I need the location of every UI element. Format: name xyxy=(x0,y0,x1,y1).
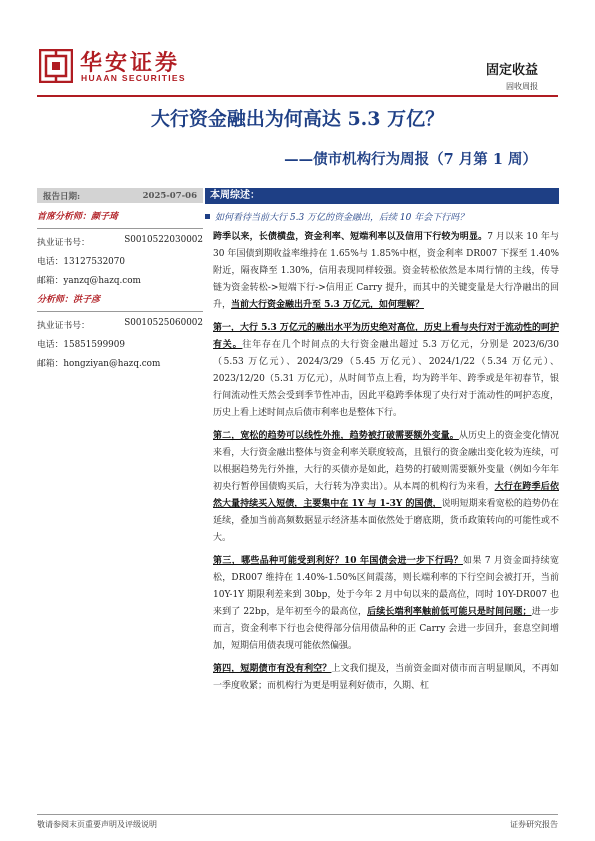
paragraph-3-text: 从历史上的资金变化情况来看，大行资金融出整体与资金利率关联度较高，且银行的资金融出变化较为连续，可以根据趋势先行外推，大行的买债亦是如此，趋势的打破则需要额外变量（例如今年年初央行暂停国债购买后，大行转为净卖出）。从本周的机构行为来看， xyxy=(213,431,559,492)
report-body xyxy=(205,188,559,695)
paragraph-3 xyxy=(213,428,559,547)
key-question xyxy=(205,210,559,223)
key-question-text: 如何看待当前大行 5.3 万亿的资金融出，后续 10 年会下行吗？ xyxy=(215,213,469,223)
analyst1-email: 邮箱：yanzq@hazq.com xyxy=(37,276,141,286)
paragraph-5-text: 上文我们提及，当前资金面对债市而言明显顺风，不再如一季度收紧；而机构行为更是明显利好债市，久期、杠 xyxy=(213,664,559,691)
paragraph-2-lead: 第一，大行 5.3 万亿元的融出水平为历史绝对高位，历史上看与央行对于流动性的呵护有关。 xyxy=(213,323,559,350)
analyst2-divider xyxy=(37,305,203,312)
paragraph-1-text: 7 月以来 10 年与 30 年国债到期收益率维持在 1.65%与 1.85%中枢，资金利率 DR007 下探至 1.40%附近，隔夜降至 1.30%，信用表现同样较强。资金转松依然是本周行情的主线，传导链为资金转松->短端下行->信用正 Carry 提升，而其中的关键变量是大行净融出的回升， xyxy=(213,232,559,310)
paragraph-5-lead: 第四，短期债市有没有利空？ xyxy=(213,664,332,674)
footer-disclaimer: 敬请参阅末页重要声明及评级说明 xyxy=(37,820,157,829)
paragraph-4-lead: 第三，哪些品种可能受到利好？10 年国债会进一步下行吗？ xyxy=(213,556,463,566)
paragraph-3-tail: 说明短期来看宽松的趋势仍在延续，叠加当前高频数据显示经济基本面依然处于磨底期，货币政策转向的可能性或不大。 xyxy=(213,499,559,543)
logo-text-cn: 华安证券 xyxy=(80,50,181,76)
analyst1-cert-label: 执业证书号： xyxy=(37,238,90,248)
huaan-logo-icon xyxy=(39,49,73,83)
report-date-bar xyxy=(37,188,203,203)
paragraph-1 xyxy=(213,229,559,314)
paragraph-4-highlight: 后续长端利率触前低可能只是时间问题； xyxy=(367,607,532,617)
analyst2-phone: 电话：15851599909 xyxy=(37,340,125,350)
paragraph-4 xyxy=(213,553,559,655)
footer-divider xyxy=(37,814,558,815)
bullet-square-icon xyxy=(205,214,210,219)
analyst2-name: 分析师：洪子彦 xyxy=(37,295,101,305)
analyst2-cert-value: S0010525060002 xyxy=(124,318,203,328)
paragraph-2 xyxy=(213,320,559,422)
analyst2-cert xyxy=(37,318,203,331)
report-subcategory: 固收周报 xyxy=(506,82,538,91)
analyst2-email: 邮箱：hongziyan@hazq.com xyxy=(37,359,161,369)
report-date-value: 2025-07-06 xyxy=(142,190,197,201)
paragraph-3-highlight: 大行在跨季后依然大量持续买入短债，主要集中在 1Y 与 1-3Y 的国债， xyxy=(213,482,559,509)
paragraph-5 xyxy=(213,661,559,695)
report-category: 固定收益 xyxy=(485,63,538,78)
logo-text-en: HUAAN SECURITIES xyxy=(81,73,186,83)
analyst1-cert-value: S0010522030002 xyxy=(124,235,203,245)
paragraph-1-lead: 跨季以来，长债横盘，资金利率、短端利率以及信用下行较为明显。 xyxy=(213,232,488,242)
paragraph-1-tail: 当前大行资金融出升至 5.3 万亿元，如何理解？ xyxy=(231,300,424,310)
analyst2-cert-label: 执业证书号： xyxy=(37,321,90,331)
report-date-label: 报告日期: xyxy=(43,191,81,202)
report-title: 大行资金融出为何高达 5.3 万亿？ xyxy=(150,108,445,130)
header-divider xyxy=(37,95,558,97)
paragraph-3-lead: 第二，宽松的趋势可以线性外推，趋势被打破需要额外变量。 xyxy=(213,431,459,441)
paragraph-4-text: 如果 7 月资金面持续宽松，DR007 维持在 1.40%-1.50%区间震荡，则长端利率的下行空间会被打开，当前 10Y-1Y 期限利差来到 30bp，处于今年 2 月中旬以来的最高位，同时 10Y-DR007 也来到了 22bp，是年初至今的最高位， xyxy=(213,556,559,617)
analyst1-cert xyxy=(37,235,203,248)
paragraph-4-tail: 进一步而言，资金利率下行也会使得部分信用债品种的正 Carry 会进一步回升，套息空间增加，短期信用债表现可能依然偏强。 xyxy=(213,607,559,651)
analyst-sidebar xyxy=(37,188,203,369)
report-subtitle: ——债市机构行为周报（7 月第 1 周） xyxy=(284,151,537,168)
section-title: 本周综述： xyxy=(205,188,559,204)
analyst1-divider xyxy=(37,222,203,229)
paragraph-2-text: 往年存在几个时间点的大行资金融出超过 5.3 万亿元，分别是 2023/6/30（5.53 万亿元）、2024/3/29（5.45 万亿元）、2024/1/22（5.34 万亿元）、2023/12/20（5.31 万亿元），从时间节点上看，均为跨半年、跨季或是年初春节，银行间流动性天然会受到季节性冲击，因此平稳跨季体现了央行对于流动性的呵护态度，历史上看上述时间点后债市利率也是整体下行。 xyxy=(213,340,559,418)
analyst1-name: 首席分析师：颜子琦 xyxy=(37,212,119,222)
footer-report-type: 证券研究报告 xyxy=(510,820,558,829)
analyst1-phone: 电话：13127532070 xyxy=(37,257,125,267)
